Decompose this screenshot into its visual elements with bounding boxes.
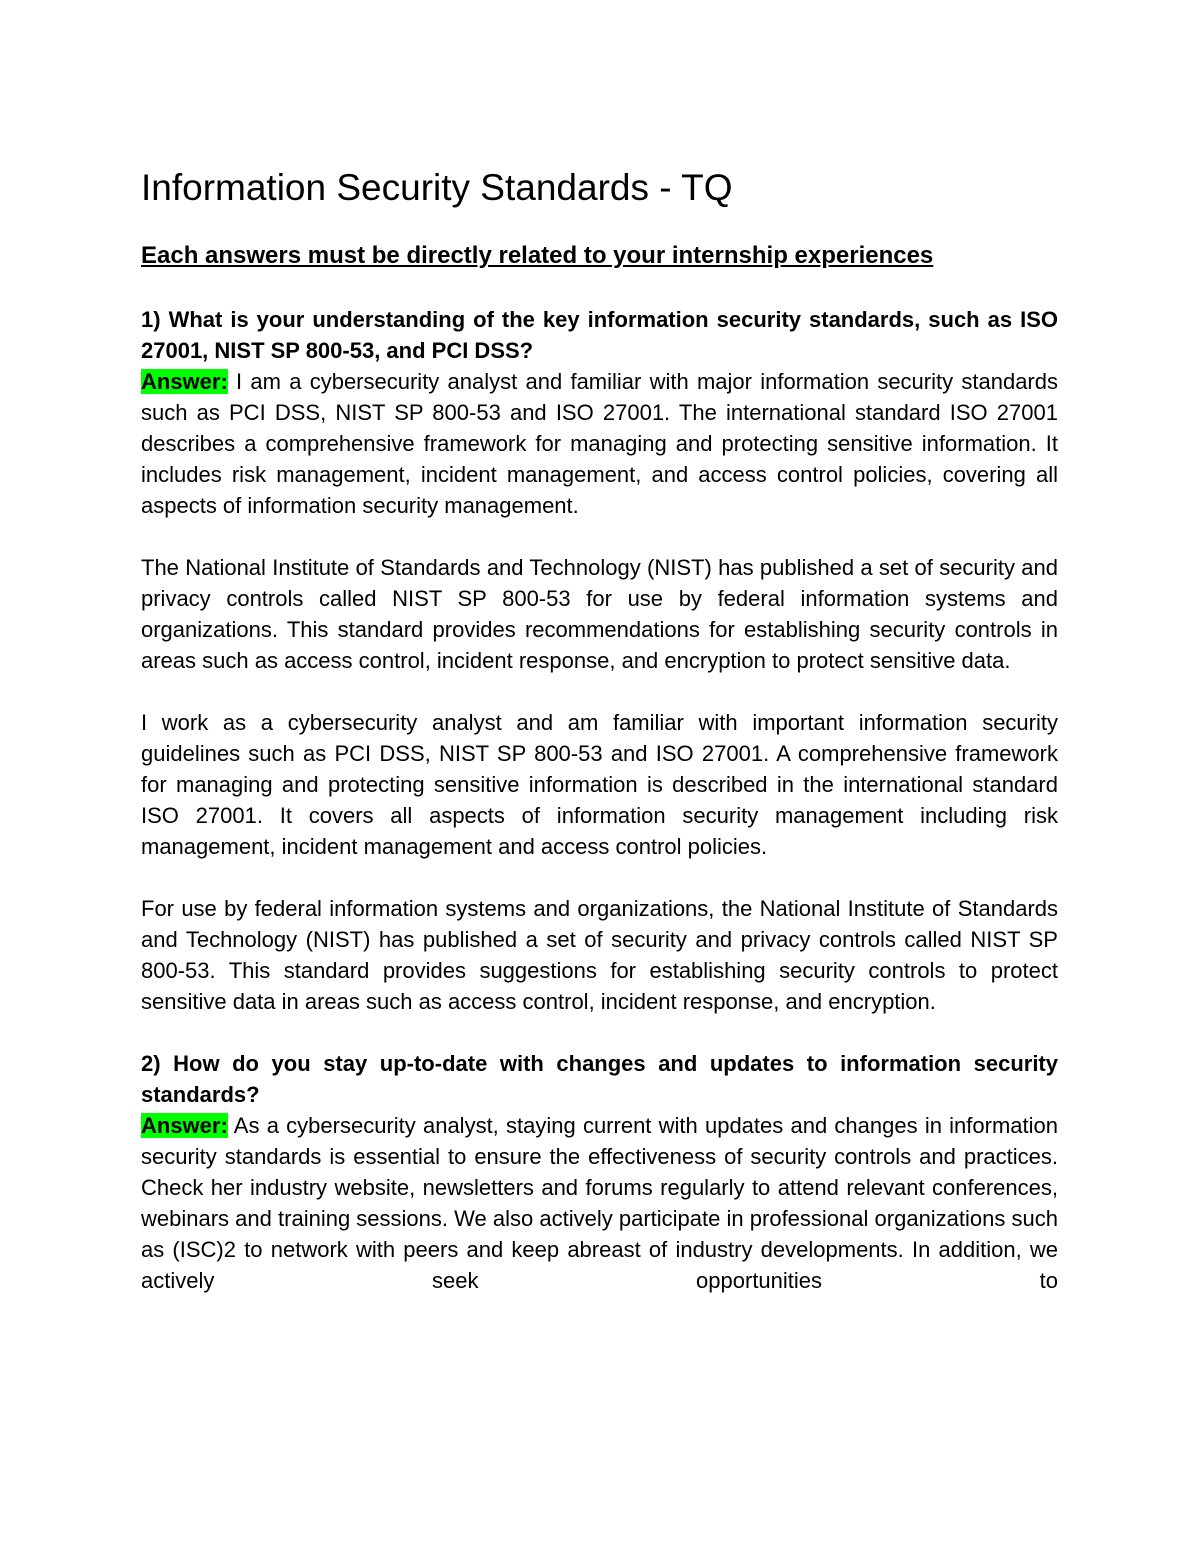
answer-label: Answer: (141, 1113, 228, 1138)
question-2 (141, 1048, 1058, 1110)
question-2-text: 2) How do you stay up-to-date with changes and updates to information security standards? (141, 1051, 1058, 1107)
document-title: Information Security Standards - TQ (141, 167, 733, 208)
question-1 (141, 304, 1058, 366)
document-subtitle: Each answers must be directly related to your internship experiences (141, 242, 934, 269)
answer-2 (141, 1110, 1058, 1296)
answer-2-text: As a cybersecurity analyst, staying current with updates and changes in information security standards is essential to ensure the effectiveness of security controls and practices. Check her industry website, newsletters and forums regularly to attend relevant conferences, webinars and training sessions. We also actively participate in professional organizations such as (ISC)2 to network with peers and keep abreast of industry developments. In addition, we actively seek opportunities to (141, 1113, 1058, 1293)
answer-label: Answer: (141, 369, 228, 394)
answer-1 (141, 366, 1058, 521)
question-1-text: 1) What is your understanding of the key information security standards, such as ISO 27001, NIST SP 800-53, and PCI DSS? (141, 307, 1058, 363)
answer-1-paragraph: I work as a cybersecurity analyst and am familiar with important information security guidelines such as PCI DSS, NIST SP 800-53 and ISO 27001. A comprehensive framework for managing and protecting sensitive information is described in the international standard ISO 27001. It covers all aspects of information security management including risk management, incident management and access control policies. (141, 710, 1058, 859)
answer-1-text: I am a cybersecurity analyst and familiar with major information security standards such as PCI DSS, NIST SP 800-53 and ISO 27001. The international standard ISO 27001 describes a comprehensive framework for managing and protecting sensitive information. It includes risk management, incident management, and access control policies, covering all aspects of information security management. (141, 369, 1058, 518)
document-body (141, 304, 1058, 1327)
answer-1-paragraph: For use by federal information systems and organizations, the National Institute of Standards and Technology (NIST) has published a set of security and privacy controls called NIST SP 800-53. This standard provides suggestions for establishing security controls to protect sensitive data in areas such as access control, incident response, and encryption. (141, 896, 1058, 1014)
answer-1-paragraph: The National Institute of Standards and Technology (NIST) has published a set of security and privacy controls called NIST SP 800-53 for use by federal information systems and organizations. This standard provides recommendations for establishing security controls in areas such as access control, incident response, and encryption to protect sensitive data. (141, 555, 1058, 673)
